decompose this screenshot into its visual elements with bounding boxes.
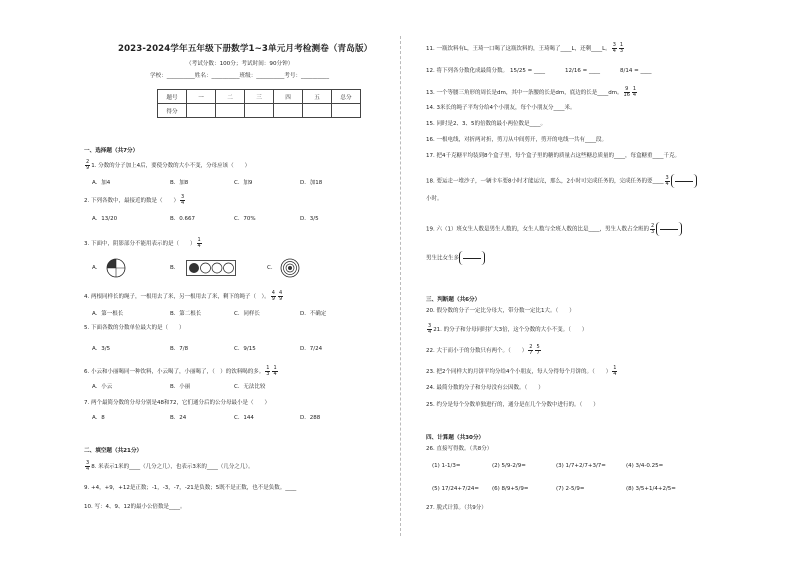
q5-option-d[interactable]: D．7/24 <box>300 346 323 352</box>
answer-brace[interactable] <box>656 222 682 236</box>
fraction: $\frac{1}{4}$ <box>632 86 637 98</box>
question-23: 23. 把2个同样大的月饼平均分给4个小朋友，每人分得每个月饼的。（ ） $\frac{1}{4}$ <box>426 365 617 377</box>
fraction: $\frac{4}{9}$ <box>271 290 275 302</box>
question-14: 14. 3米长的绳子平均分给4个小朋友，每个小朋友分____米。 <box>426 105 576 111</box>
q3-option-b[interactable]: B． <box>170 265 180 271</box>
score-cell: 三 <box>245 90 274 104</box>
fraction: $\frac{3}{4}$ <box>612 42 616 54</box>
q7-option-d[interactable]: D．288 <box>300 415 321 421</box>
score-cell <box>274 104 303 118</box>
question-11: 11. 一瓶饮料有L，王琦一口喝了这瓶饮料的，王琦喝了____L，还剩____L。 $\frac{3}{4}$ $\frac{1}{3}$ <box>426 42 624 54</box>
question-20: 20. 假分数的分子一定比分母大，带分数一定比1大。（ ） <box>426 308 575 314</box>
q7-option-a[interactable]: A．8 <box>92 415 105 421</box>
fraction: $\frac{2}{9}$ <box>86 159 90 171</box>
score-cell: 得分 <box>158 104 187 118</box>
fraction: $\frac{9}{16}$ <box>623 86 630 98</box>
q12-item-1[interactable]: 15/25 = ____ <box>510 68 545 74</box>
score-table-header-row <box>158 90 361 104</box>
calc-item-7[interactable]: (7) 2-5/9= <box>556 486 585 492</box>
fraction: $\frac{3}{4}$ <box>665 174 669 187</box>
question-26: 26. 直接写得数。（共8分） <box>426 446 493 452</box>
calc-item-2[interactable]: (2) 5/9-2/9= <box>492 463 526 469</box>
question-3: 3. 下面中，阴影部分不能用表示的是（ ） $\frac{1}{4}$ <box>84 237 201 249</box>
fraction: $\frac{1}{3}$ <box>619 42 624 54</box>
question-25: 25. 约分是每个分数单独进行的，通分是在几个分数中进行的。（ ） <box>426 402 599 408</box>
q6-option-b[interactable]: B．小丽 <box>170 384 191 390</box>
q1-option-b[interactable]: B．加8 <box>170 180 189 186</box>
fraction: $\frac{3}{4}$ <box>86 460 90 472</box>
question-15: 15. 同时是2、3、5的倍数的最小两位数是____。 <box>426 121 546 127</box>
fraction: $\frac{3}{4}$ <box>181 194 185 206</box>
question-22: 22. 大于而小于的分数只有两个。（ ） $\frac{2}{7}$ $\frac{5}{7}$ <box>426 344 540 356</box>
quarter-circle-figure <box>106 258 126 278</box>
question-5: 5. 下面各数的分数单位最大的是（ ） <box>84 325 185 331</box>
q4-option-d[interactable]: D．不确定 <box>300 311 327 317</box>
q2-option-c[interactable]: C．70% <box>234 216 256 222</box>
q1-option-a[interactable]: A．加4 <box>92 180 111 186</box>
score-cell: 一 <box>187 90 216 104</box>
question-27: 27. 脱式计算。（共9分） <box>426 505 487 511</box>
q5-option-a[interactable]: A．3/5 <box>92 346 111 352</box>
question-13: 13. 一个等腰三角形的周长是dm，其中一条腰的长是dm，底边的长是____dm。 $\frac{9}{16}$ $\frac{1}{4}$ <box>426 86 637 98</box>
fraction: $\frac{5}{7}$ <box>536 344 540 356</box>
calc-item-3[interactable]: (3) 1/7+2/7+3/7= <box>556 463 606 469</box>
q2-option-b[interactable]: B．0.667 <box>170 216 196 222</box>
q18-continuation: 小时。 <box>426 196 443 202</box>
q2-option-a[interactable]: A．13/20 <box>92 216 118 222</box>
section-fill-blank: 二、填空题（共21分） <box>84 448 143 454</box>
question-7: 7. 两个最简分数的分母分别是48和72，它们通分后的公分母最小是（ ） <box>84 400 270 406</box>
question-8: $\frac{3}{4}$ 8. 米表示1米的____（几分之几），也表示3米的____（几分之几）。 <box>86 460 254 472</box>
exam-title: 2023-2024学年五年级下册数学1~3单元月考检测卷（青岛版） <box>118 44 373 54</box>
column-divider <box>400 36 401 536</box>
question-16: 16. 一根电线，对折两对折，剪刀从中间剪开，剪开的电线一共有____段。 <box>426 137 607 143</box>
calc-item-4[interactable]: (4) 3/4-0.25= <box>626 463 664 469</box>
exam-meta: （考试分数：100分；考试时间：90分钟） <box>186 61 294 67</box>
q19-continuation: 男生比女生多 <box>426 251 485 265</box>
score-cell: 总分 <box>332 90 361 104</box>
calc-item-8[interactable]: (8) 3/5+1/4+2/5= <box>626 486 676 492</box>
fraction: $\frac{1}{3}$ <box>266 365 270 377</box>
score-table <box>157 89 361 118</box>
question-1: $\frac{2}{9}$ 1. 分数的分子加上4后，要使分数的大小不变，分母应该（ ） <box>86 159 251 171</box>
fraction: $\frac{1}{4}$ <box>613 365 617 377</box>
calc-item-5[interactable]: (5) 17/24+7/24= <box>432 486 479 492</box>
score-table-score-row <box>158 104 361 118</box>
question-6: 6. 小云和小丽喝同一种饮料，小云喝了，小丽喝了，（ ）的饮料喝的多。 $\frac{1}{3}$ $\frac{1}{4}$ <box>84 365 277 377</box>
question-9: 9. +4，+9，+12是正数；-1，-3，-7，-21是负数；5既不是正数，也不是负数。____ <box>84 485 297 491</box>
question-18: 18. 要运走一堆沙子，一辆卡车要8小时才能运完，那么，2小时可完成任务的，完成任务的要____ $\frac{3}{4}$ <box>426 174 697 188</box>
question-21: $\frac{3}{4}$ 21. 的分子和分母同时扩大3倍，这个分数的大小不变。（ ） <box>428 323 588 335</box>
student-info-fields: 学校：__________姓名：__________班级：__________考号：__________ <box>150 73 330 79</box>
question-4: 4. 两根同样长的绳子，一根用去了米，另一根用去了米，剩下的绳子（ ）。 $\frac{4}{9}$ $\frac{4}{9}$ <box>84 290 283 302</box>
fraction: $\frac{3}{4}$ <box>428 323 432 335</box>
score-cell: 题号 <box>158 90 187 104</box>
score-cell <box>332 104 361 118</box>
q6-option-a[interactable]: A．小云 <box>92 384 113 390</box>
q6-option-c[interactable]: C．无法比较 <box>234 384 266 390</box>
answer-brace[interactable] <box>459 251 485 265</box>
q7-option-c[interactable]: C．144 <box>234 415 254 421</box>
concentric-circles-figure <box>280 258 300 278</box>
fraction: $\frac{2}{7}$ <box>529 344 533 356</box>
score-cell <box>216 104 245 118</box>
question-2: 2. 下列各数中，最接近的数是（ ） $\frac{3}{4}$ <box>84 194 185 206</box>
score-cell: 四 <box>274 90 303 104</box>
question-19: 19. 六（1）班女生人数是男生人数的，女生人数与全班人数的比是____，男生人数占全班的 $\frac{2}{3}$ <box>426 222 682 236</box>
fraction: $\frac{1}{4}$ <box>197 237 201 249</box>
q4-option-b[interactable]: B．第二根长 <box>170 311 202 317</box>
fraction: $\frac{1}{4}$ <box>273 365 277 377</box>
fraction: $\frac{2}{3}$ <box>651 222 655 235</box>
score-cell <box>303 104 332 118</box>
q7-option-b[interactable]: B．24 <box>170 415 187 421</box>
fraction: $\frac{4}{9}$ <box>278 290 283 302</box>
score-cell <box>245 104 274 118</box>
q5-option-c[interactable]: C．9/15 <box>234 346 256 352</box>
score-cell: 二 <box>216 90 245 104</box>
circles-in-box-figure <box>186 260 236 276</box>
score-cell <box>187 104 216 118</box>
q4-option-a[interactable]: A．第一根长 <box>92 311 124 317</box>
section-calculation: 四、计算题（共30分） <box>426 435 485 441</box>
q12-item-3[interactable]: 8/14 = ____ <box>620 68 652 74</box>
question-24: 24. 最简分数的分子和分母没有公因数。（ ） <box>426 385 544 391</box>
q5-option-b[interactable]: B．7/8 <box>170 346 189 352</box>
q4-option-c[interactable]: C．同样长 <box>234 311 260 317</box>
q2-option-d[interactable]: D．3/5 <box>300 216 319 222</box>
section-choice: 一、选择题（共7分） <box>84 148 139 154</box>
section-judgement: 三、判断题（共6分） <box>426 297 481 303</box>
q1-option-c[interactable]: C．加9 <box>234 180 253 186</box>
question-10: 10. 写：4、9、12的最小公倍数是____。 <box>84 504 186 510</box>
q3-option-c[interactable]: C． <box>267 265 277 271</box>
q1-option-d[interactable]: D．加18 <box>300 180 323 186</box>
answer-brace[interactable] <box>671 174 697 188</box>
q12-item-2[interactable]: 12/16 = ____ <box>565 68 600 74</box>
q3-option-a[interactable]: A． <box>92 265 102 271</box>
score-cell: 五 <box>303 90 332 104</box>
question-17: 17. 把4千克糖平均装到8个盒子里，每个盒子里的糖的质量占这些糖总质量的____，每盒糖重____千克。 <box>426 153 680 159</box>
question-12: 12. 将下列各分数化成最简分数。 <box>426 68 508 74</box>
calc-item-1[interactable]: (1) 1-1/3= <box>432 463 461 469</box>
calc-item-6[interactable]: (6) 8/9+5/9= <box>492 486 529 492</box>
